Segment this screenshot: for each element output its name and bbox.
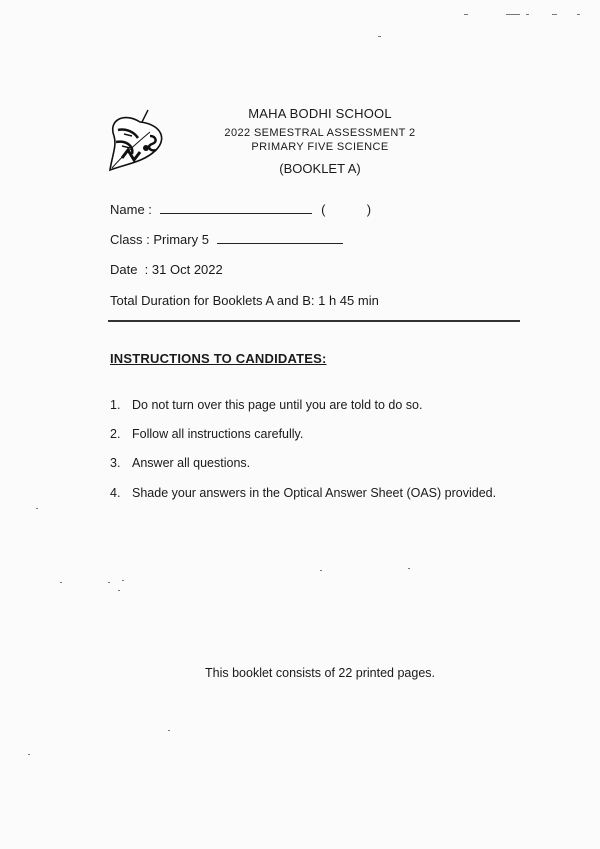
index-paren-close: ) [366, 202, 372, 217]
instruction-text: Follow all instructions carefully. [132, 427, 304, 441]
name-field [110, 202, 371, 217]
subject-title: PRIMARY FIVE SCIENCE [251, 141, 389, 153]
booklet-title: (BOOKLET A) [279, 161, 361, 176]
instruction-item [110, 427, 303, 441]
scan-speck [526, 14, 529, 15]
duration-label: Total Duration for Booklets A and B: 1 h 45 min [110, 293, 379, 308]
instructions-heading: INSTRUCTIONS TO CANDIDATES: [110, 351, 327, 366]
name-blank[interactable] [160, 203, 312, 214]
scan-speck [118, 590, 120, 591]
instruction-text: Do not turn over this page until you are told to do so. [132, 398, 423, 412]
instruction-number: 4. [110, 486, 121, 500]
instruction-number: 2. [110, 427, 121, 441]
class-blank[interactable] [217, 233, 343, 244]
instruction-item [110, 486, 496, 500]
scan-speck [108, 582, 110, 583]
scan-speck [464, 14, 468, 15]
scan-speck [36, 508, 38, 509]
index-paren-open: ( [321, 202, 326, 217]
scan-speck [552, 14, 557, 15]
scan-speck [378, 36, 381, 37]
school-logo-icon [104, 106, 172, 174]
instruction-text: Answer all questions. [132, 456, 251, 470]
instruction-number: 3. [110, 456, 121, 470]
scan-speck [28, 754, 30, 755]
scan-speck [122, 580, 124, 581]
class-label: Class : Primary 5 [110, 232, 209, 247]
instruction-item [110, 456, 250, 470]
scan-speck [168, 730, 170, 731]
instruction-text: Shade your answers in the Optical Answer Sheet (OAS) provided. [132, 486, 497, 500]
class-field [110, 232, 343, 247]
instruction-item [110, 398, 422, 412]
school-name: MAHA BODHI SCHOOL [248, 106, 392, 121]
assessment-title: 2022 SEMESTRAL ASSESSMENT 2 [224, 127, 416, 139]
scan-speck [408, 568, 410, 569]
scan-speck [60, 582, 62, 583]
page-count-note: This booklet consists of 22 printed pages. [205, 666, 435, 680]
name-label: Name : [110, 202, 152, 217]
date-label: Date : 31 Oct 2022 [110, 262, 223, 277]
instruction-number: 1. [110, 398, 121, 412]
scan-speck [577, 14, 580, 15]
scan-speck [506, 14, 520, 15]
divider [108, 320, 520, 322]
scan-speck [320, 570, 322, 571]
